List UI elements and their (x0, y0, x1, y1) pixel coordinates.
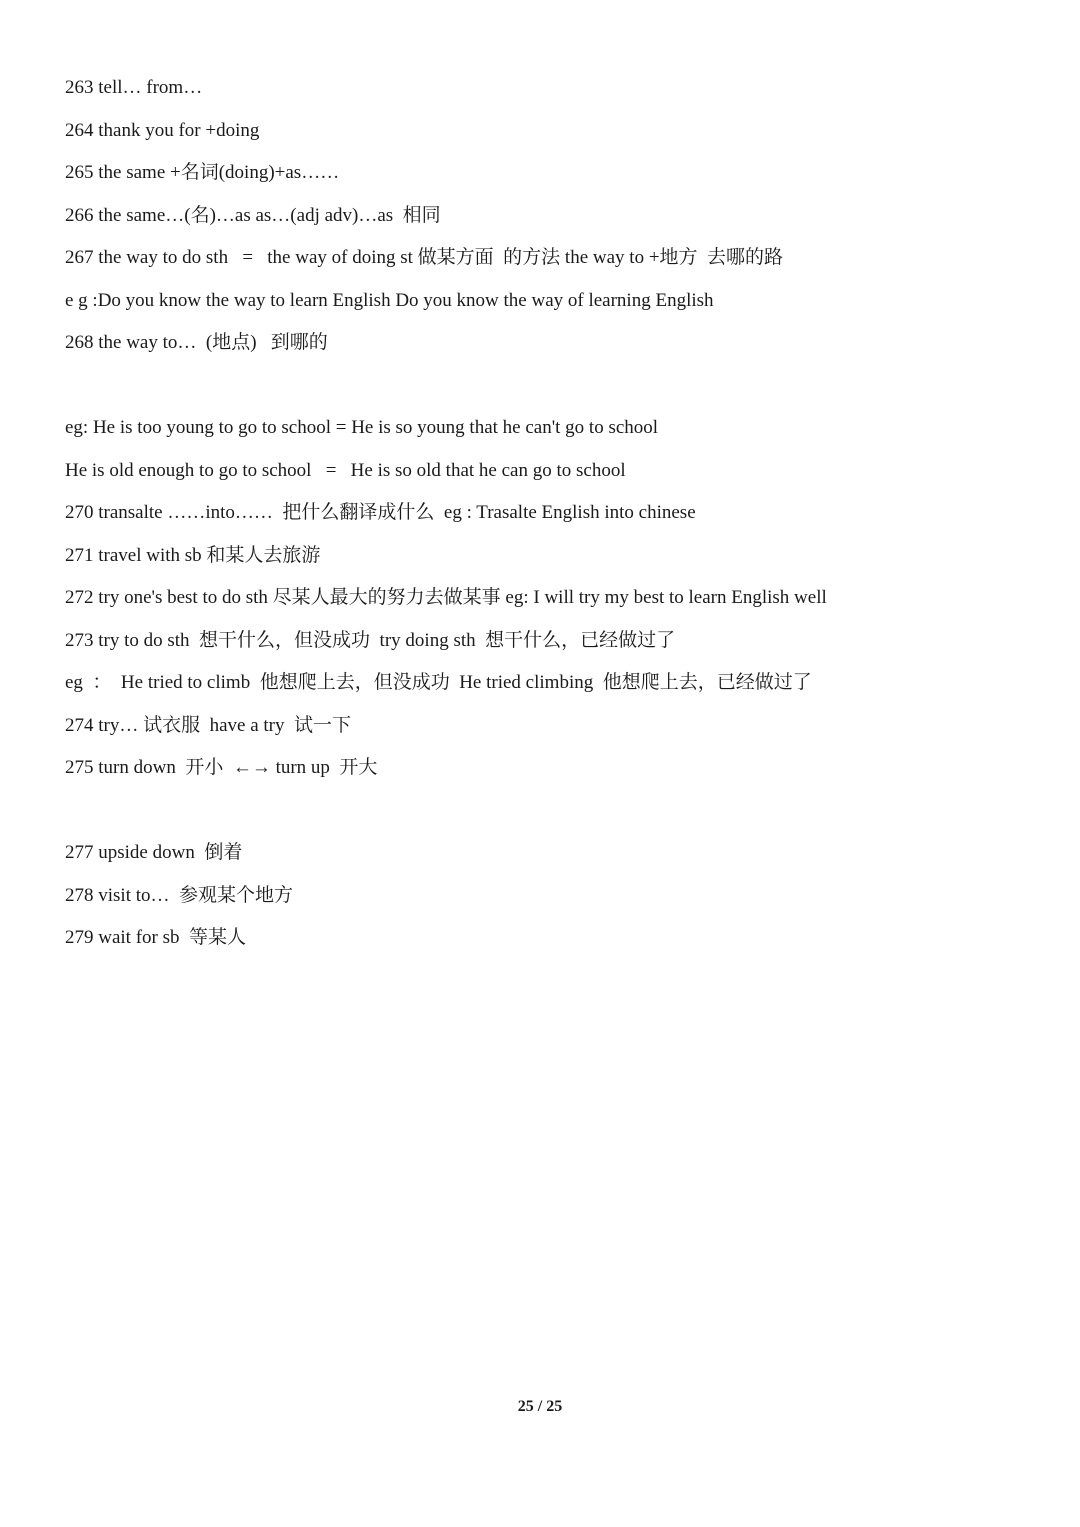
text-line (65, 793, 1025, 836)
text-line (65, 835, 1025, 878)
text-line (65, 665, 1025, 708)
text-line (65, 623, 1025, 666)
line-text: 270 transalte ……into…… 把什么翻译成什么 eg : Trasalte English into chinese (65, 502, 696, 523)
text-line (65, 538, 1025, 581)
line-text: 275 turn down 开小 ←→ turn up 开大 (65, 757, 378, 778)
text-line (65, 283, 1025, 326)
text-line (65, 113, 1025, 156)
line-text: e g :Do you know the way to learn English Do you know the way of learning English (65, 289, 714, 311)
line-text: 267 the way to do sth = the way of doing st 做某方面 的方法 the way to +地方 去哪的路 (65, 247, 784, 268)
line-text: eg ： He tried to climb 他想爬上去，但没成功 He tried climbing 他想爬上去，已经做过了 (65, 672, 812, 693)
text-line (65, 708, 1025, 751)
document-body (65, 70, 1025, 963)
text-line (65, 410, 1025, 453)
text-line (65, 325, 1025, 368)
text-line (65, 198, 1025, 241)
line-text: eg: He is too young to go to school = He is so young that he can't go to school (65, 417, 659, 438)
text-line (65, 453, 1025, 496)
text-line (65, 495, 1025, 538)
text-line (65, 240, 1025, 283)
line-text: 279 wait for sb 等某人 (65, 927, 247, 948)
text-line (65, 70, 1025, 113)
text-line (65, 750, 1025, 793)
line-text: He is old enough to go to school = He is so old that he can go to school (65, 459, 626, 481)
line-text: 266 the same…(名)…as as…(adj adv)…as 相同 (65, 204, 441, 226)
text-line (65, 920, 1025, 963)
line-text: 268 the way to… (地点) 到哪的 (65, 332, 328, 353)
line-text: 278 visit to… 参观某个地方 (65, 884, 294, 906)
line-text: 273 try to do sth 想干什么，但没成功 try doing sth 想干什么，已经做过了 (65, 629, 676, 651)
text-line (65, 580, 1025, 623)
line-text: 271 travel with sb 和某人去旅游 (65, 544, 321, 566)
page-number: 25 / 25 (517, 1398, 563, 1415)
line-text-right (729, 404, 852, 411)
text-line (65, 878, 1025, 921)
line-text: 264 thank you for +doing (65, 119, 260, 141)
line-text: 274 try… 试衣服 have a try 试一下 (65, 714, 352, 736)
line-text-right (451, 829, 535, 836)
line-text: 265 the same +名词(doing)+as…… (65, 162, 340, 183)
text-line (65, 155, 1025, 198)
line-text: 277 upside down 倒着 (65, 842, 243, 863)
line-text: 263 tell… from… (65, 77, 203, 98)
line-text: 272 try one's best to do sth 尽某人最大的努力去做某事 eg: I will try my best to learn English well (65, 587, 827, 608)
text-line (65, 368, 1025, 411)
